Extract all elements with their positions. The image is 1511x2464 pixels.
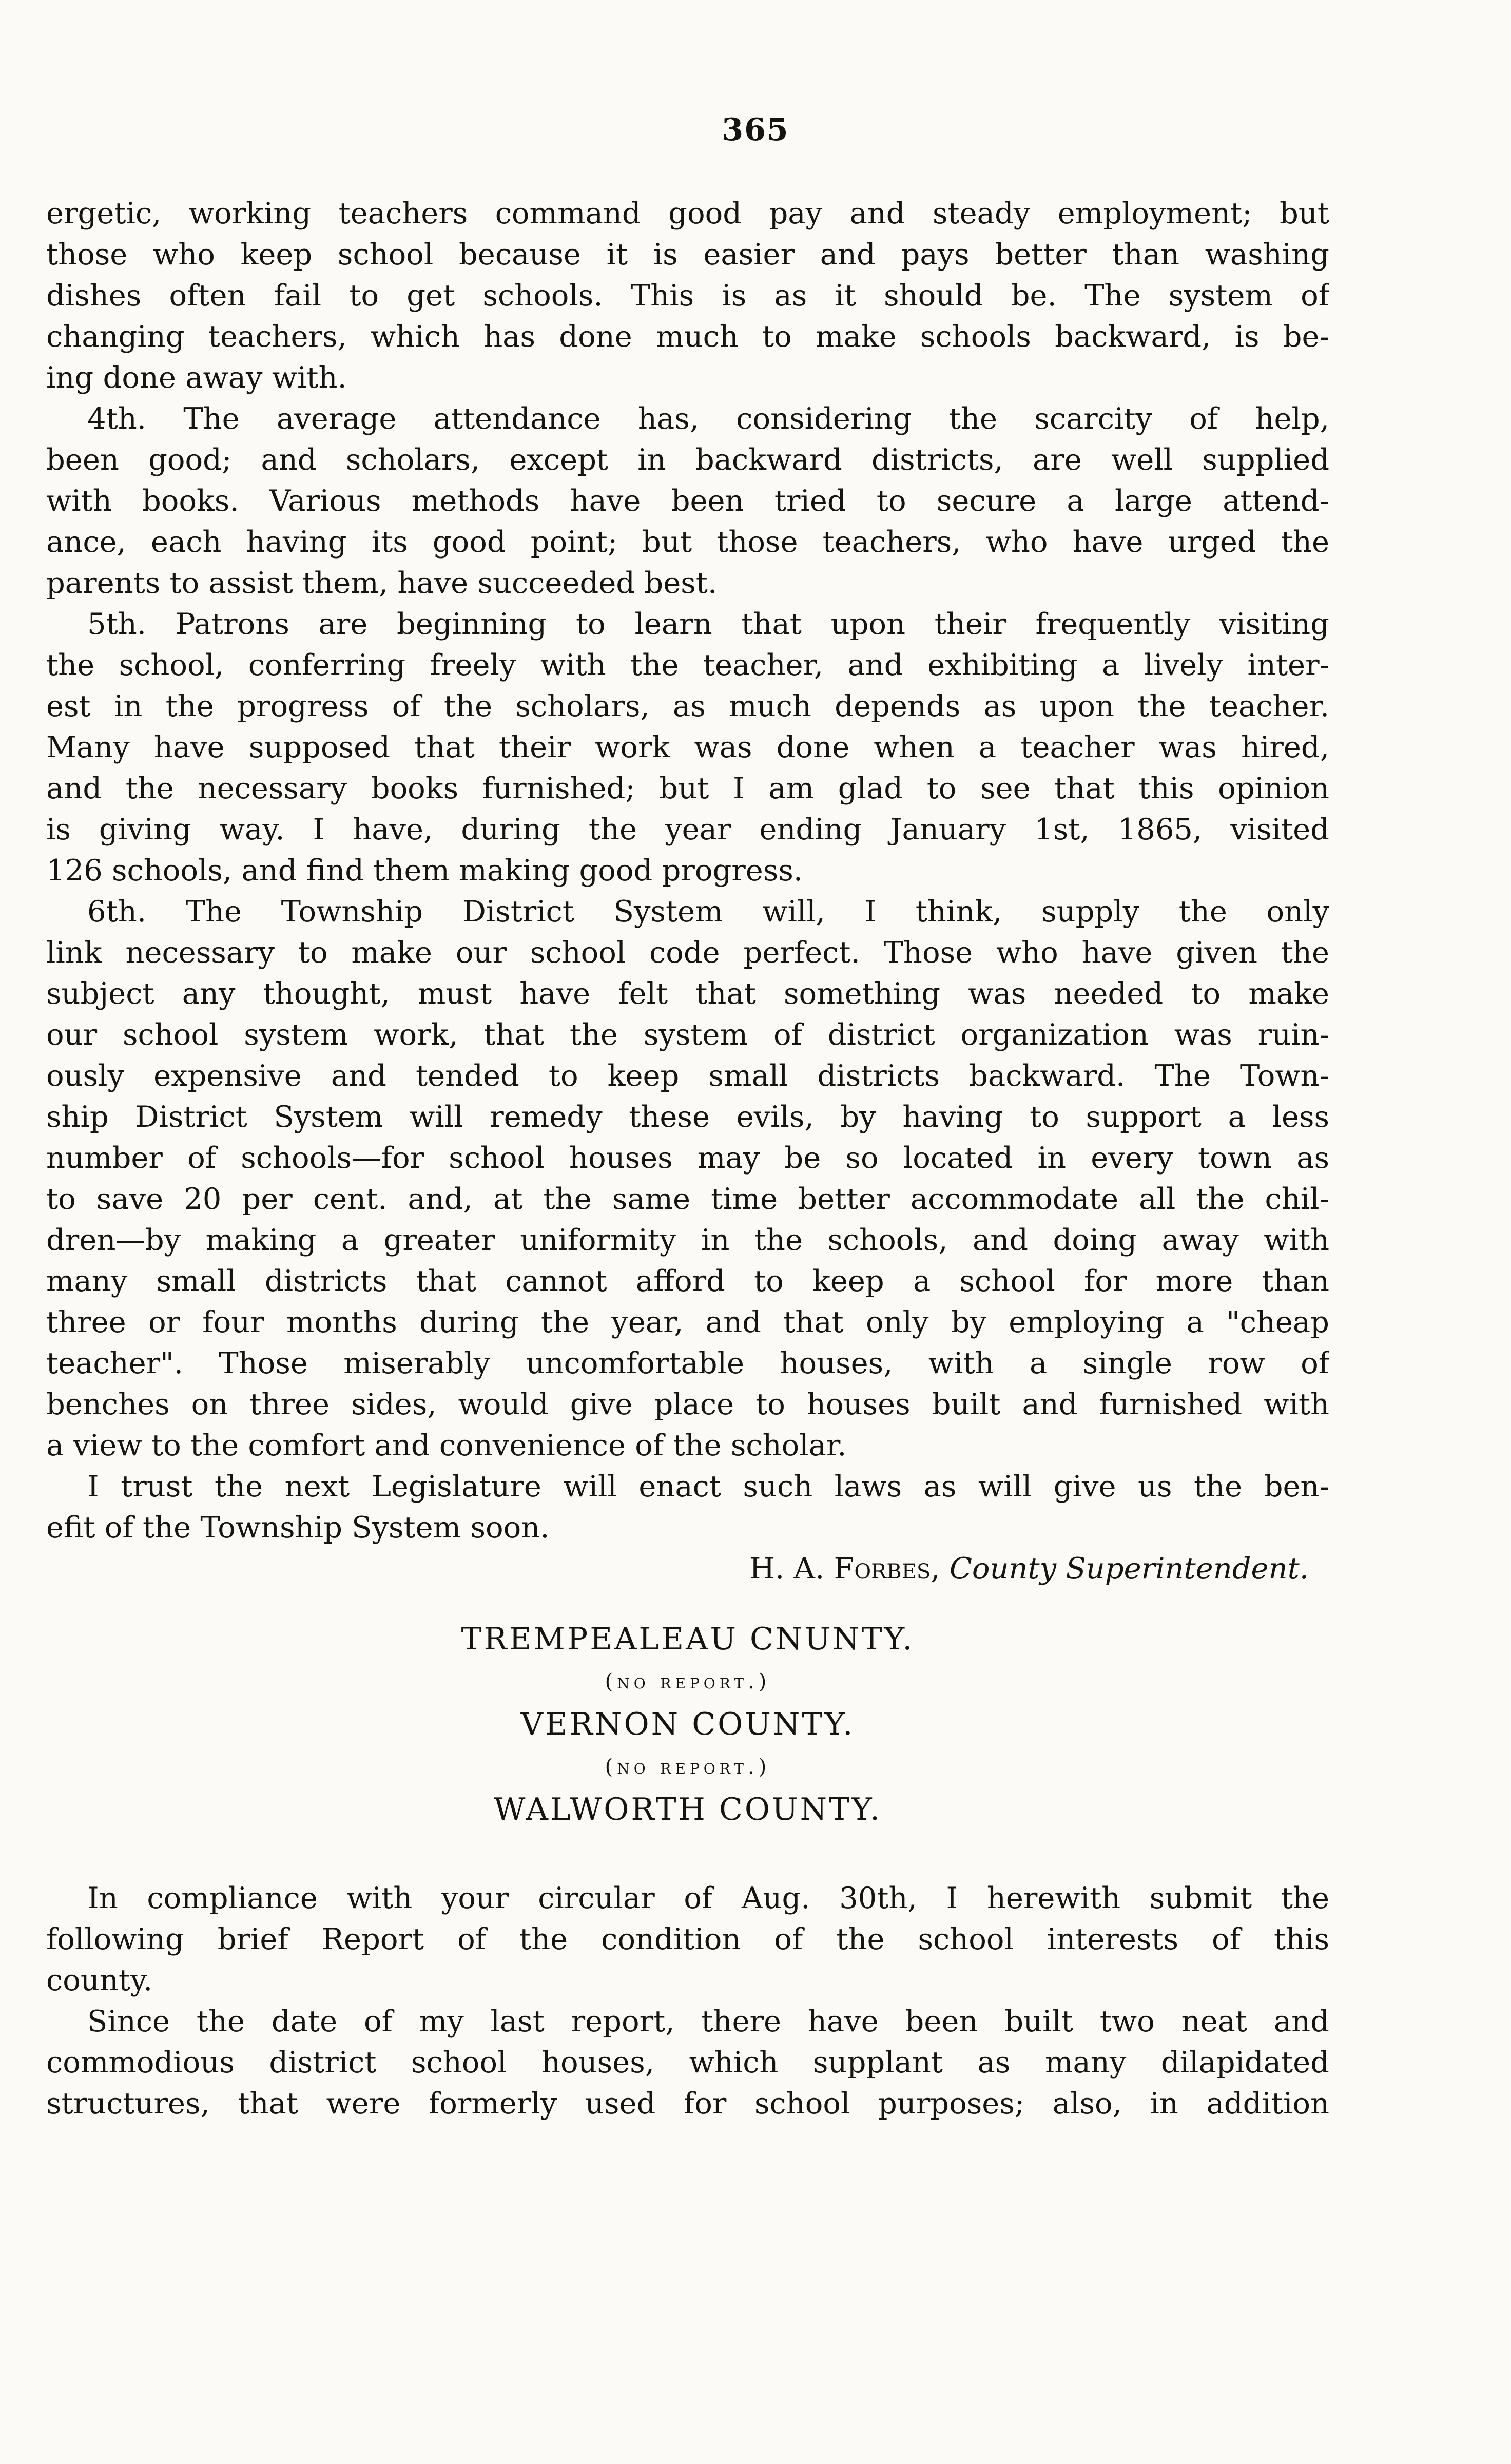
text-line: many small districts that cannot afford to keep a school for more than	[46, 1264, 1329, 1298]
text-line: I trust the next Legislature will enact such laws as will give us the ben-	[87, 1469, 1329, 1504]
text-line: number of schools—for school houses may be so located in every town as	[46, 1141, 1329, 1175]
section-note: (no report.)	[605, 1670, 771, 1693]
text-line: county.	[46, 1963, 153, 1997]
text-line: and the necessary books furnished; but I am glad to see that this opinion	[46, 771, 1329, 805]
section-heading: WALWORTH COUNTY.	[493, 1792, 882, 1827]
paragraph-5th	[46, 604, 1329, 891]
text-line: structures, that were formerly used for school purposes; also, in addition	[46, 2086, 1329, 2121]
text-line: parents to assist them, have succeeded best.	[46, 566, 718, 600]
text-line: with books. Various methods have been tried to secure a large attend-	[46, 484, 1329, 518]
signature-title: County Superintendent.	[949, 1551, 1309, 1586]
signature-name: H. A. Forbes,	[749, 1551, 940, 1586]
section-walworth	[46, 1787, 1329, 1832]
text-line: teacher". Those miserably uncomfortable houses, with a single row of	[46, 1346, 1329, 1380]
section-vernon	[46, 1702, 1329, 1787]
section-note: (no report.)	[605, 1755, 771, 1779]
text-line: a view to the comfort and convenience of the scholar.	[46, 1428, 847, 1462]
text-line: dren—by making a greater uniformity in the schools, and doing away with	[46, 1223, 1329, 1257]
text-line: benches on three sides, would give place to houses built and furnished with	[46, 1387, 1329, 1421]
text-line: subject any thought, must have felt that something was needed to make	[46, 976, 1329, 1011]
text-line: those who keep school because it is easier and pays better than washing	[46, 237, 1329, 272]
paragraph-walworth-since	[46, 2001, 1329, 2124]
text-line: ance, each having its good point; but those teachers, who have urged the	[46, 525, 1329, 559]
text-line: link necessary to make our school code perfect. Those who have given the	[46, 935, 1329, 970]
text-line: efit of the Township System soon.	[46, 1510, 550, 1545]
section-heading: VERNON COUNTY.	[520, 1706, 855, 1742]
paragraph-6th	[46, 891, 1329, 1466]
paragraph-trust	[46, 1466, 1329, 1548]
text-line: In compliance with your circular of Aug. 30th, I herewith submit the	[87, 1881, 1329, 1915]
text-line: Many have supposed that their work was done when a teacher was hired,	[46, 730, 1329, 764]
text-line: been good; and scholars, except in backward districts, are well supplied	[46, 442, 1329, 477]
paragraph-walworth-compliance	[46, 1878, 1329, 2001]
section-trempealeau	[46, 1617, 1329, 1702]
page-number: 365	[722, 112, 789, 148]
text-line: our school system work, that the system of district organization was ruin-	[46, 1017, 1329, 1052]
text-line: dishes often fail to get schools. This is as it should be. The system of	[46, 278, 1329, 313]
page-text	[46, 193, 1329, 2124]
text-line: 4th. The average attendance has, considering the scarcity of help,	[87, 401, 1329, 436]
text-line: commodious district school houses, which supplant as many dilapidated	[46, 2045, 1329, 2080]
text-line: ergetic, working teachers command good pay and steady employment; but	[46, 196, 1329, 230]
text-line: 5th. Patrons are beginning to learn that upon their frequently visiting	[87, 607, 1329, 641]
paragraph-teachers	[46, 193, 1329, 398]
text-line: is giving way. I have, during the year ending January 1st, 1865, visited	[46, 812, 1329, 846]
text-line: 126 schools, and find them making good progress.	[46, 853, 803, 888]
text-line: ing done away with.	[46, 360, 347, 395]
paragraph-4th	[46, 398, 1329, 604]
text-line: the school, conferring freely with the teacher, and exhibiting a lively inter-	[46, 648, 1329, 682]
text-line: to save 20 per cent. and, at the same time better accommodate all the chil-	[46, 1182, 1329, 1216]
text-line: three or four months during the year, and that only by employing a "cheap	[46, 1305, 1329, 1339]
section-heading: TREMPEALEAU CNUNTY.	[461, 1621, 915, 1657]
text-line: est in the progress of the scholars, as much depends as upon the teacher.	[46, 689, 1329, 723]
text-line: changing teachers, which has done much to make schools backward, is be-	[46, 319, 1329, 354]
text-line: ously expensive and tended to keep small districts backward. The Town-	[46, 1058, 1329, 1093]
text-line: Since the date of my last report, there have been built two neat and	[87, 2004, 1329, 2038]
text-line: following brief Report of the condition of the school interests of this	[46, 1922, 1329, 1956]
text-line: 6th. The Township District System will, I think, supply the only	[87, 894, 1329, 929]
text-line: ship District System will remedy these evils, by having to support a less	[46, 1100, 1329, 1134]
signature	[46, 1548, 1329, 1589]
